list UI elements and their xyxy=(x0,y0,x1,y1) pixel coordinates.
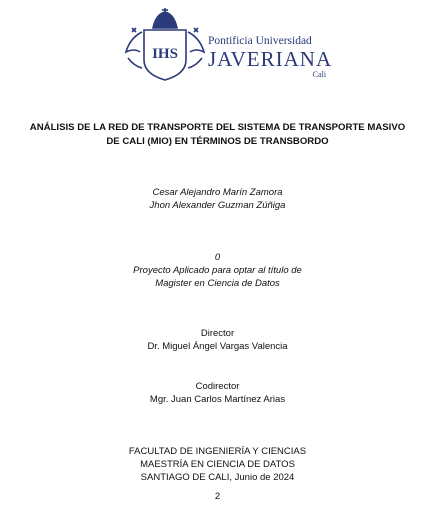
project-line-2: Magister en Ciencia de Datos xyxy=(155,278,280,289)
author-1: Cesar Alejandro Marín Zamora xyxy=(152,187,283,198)
director-name: Dr. Miguel Ángel Vargas Valencia xyxy=(147,341,288,352)
university-name-line1: Pontificia Universidad xyxy=(208,35,312,47)
university-campus: Cali xyxy=(312,70,327,79)
university-name xyxy=(208,35,332,79)
project-description xyxy=(0,251,435,290)
university-logo xyxy=(120,8,333,84)
codirector-name: Mgr. Juan Carlos Martínez Arias xyxy=(149,394,286,405)
title-line-2: DE CALI (MIO) EN TÉRMINOS DE TRANSBORDO xyxy=(106,136,329,147)
title-line-1: ANÁLISIS DE LA RED DE TRANSPORTE DEL SISTEMA DE TRANSPORTE MASIVO xyxy=(29,122,406,133)
project-line-1: Proyecto Aplicado para optar al título de xyxy=(133,265,302,276)
crest-monogram: IHS xyxy=(152,46,178,62)
institution-section xyxy=(0,445,435,484)
director-section xyxy=(0,327,435,353)
program: MAESTRÍA EN CIENCIA DE DATOS xyxy=(140,459,295,470)
authors xyxy=(0,186,435,212)
author-2: Jhon Alexander Guzman Zúñiga xyxy=(149,200,286,211)
director-role: Director xyxy=(200,328,235,339)
faculty: FACULTAD DE INGENIERÍA Y CIENCIAS xyxy=(128,446,307,457)
codirector-section xyxy=(0,380,435,406)
page-number: 2 xyxy=(214,491,221,502)
codirector-role: Codirector xyxy=(195,381,240,392)
place-date: SANTIAGO DE CALI, Junio de 2024 xyxy=(140,472,295,483)
university-crest-icon xyxy=(120,8,210,84)
document-title xyxy=(0,121,435,149)
university-name-line2: JAVERIANA xyxy=(208,47,333,71)
project-number: 0 xyxy=(214,252,221,263)
